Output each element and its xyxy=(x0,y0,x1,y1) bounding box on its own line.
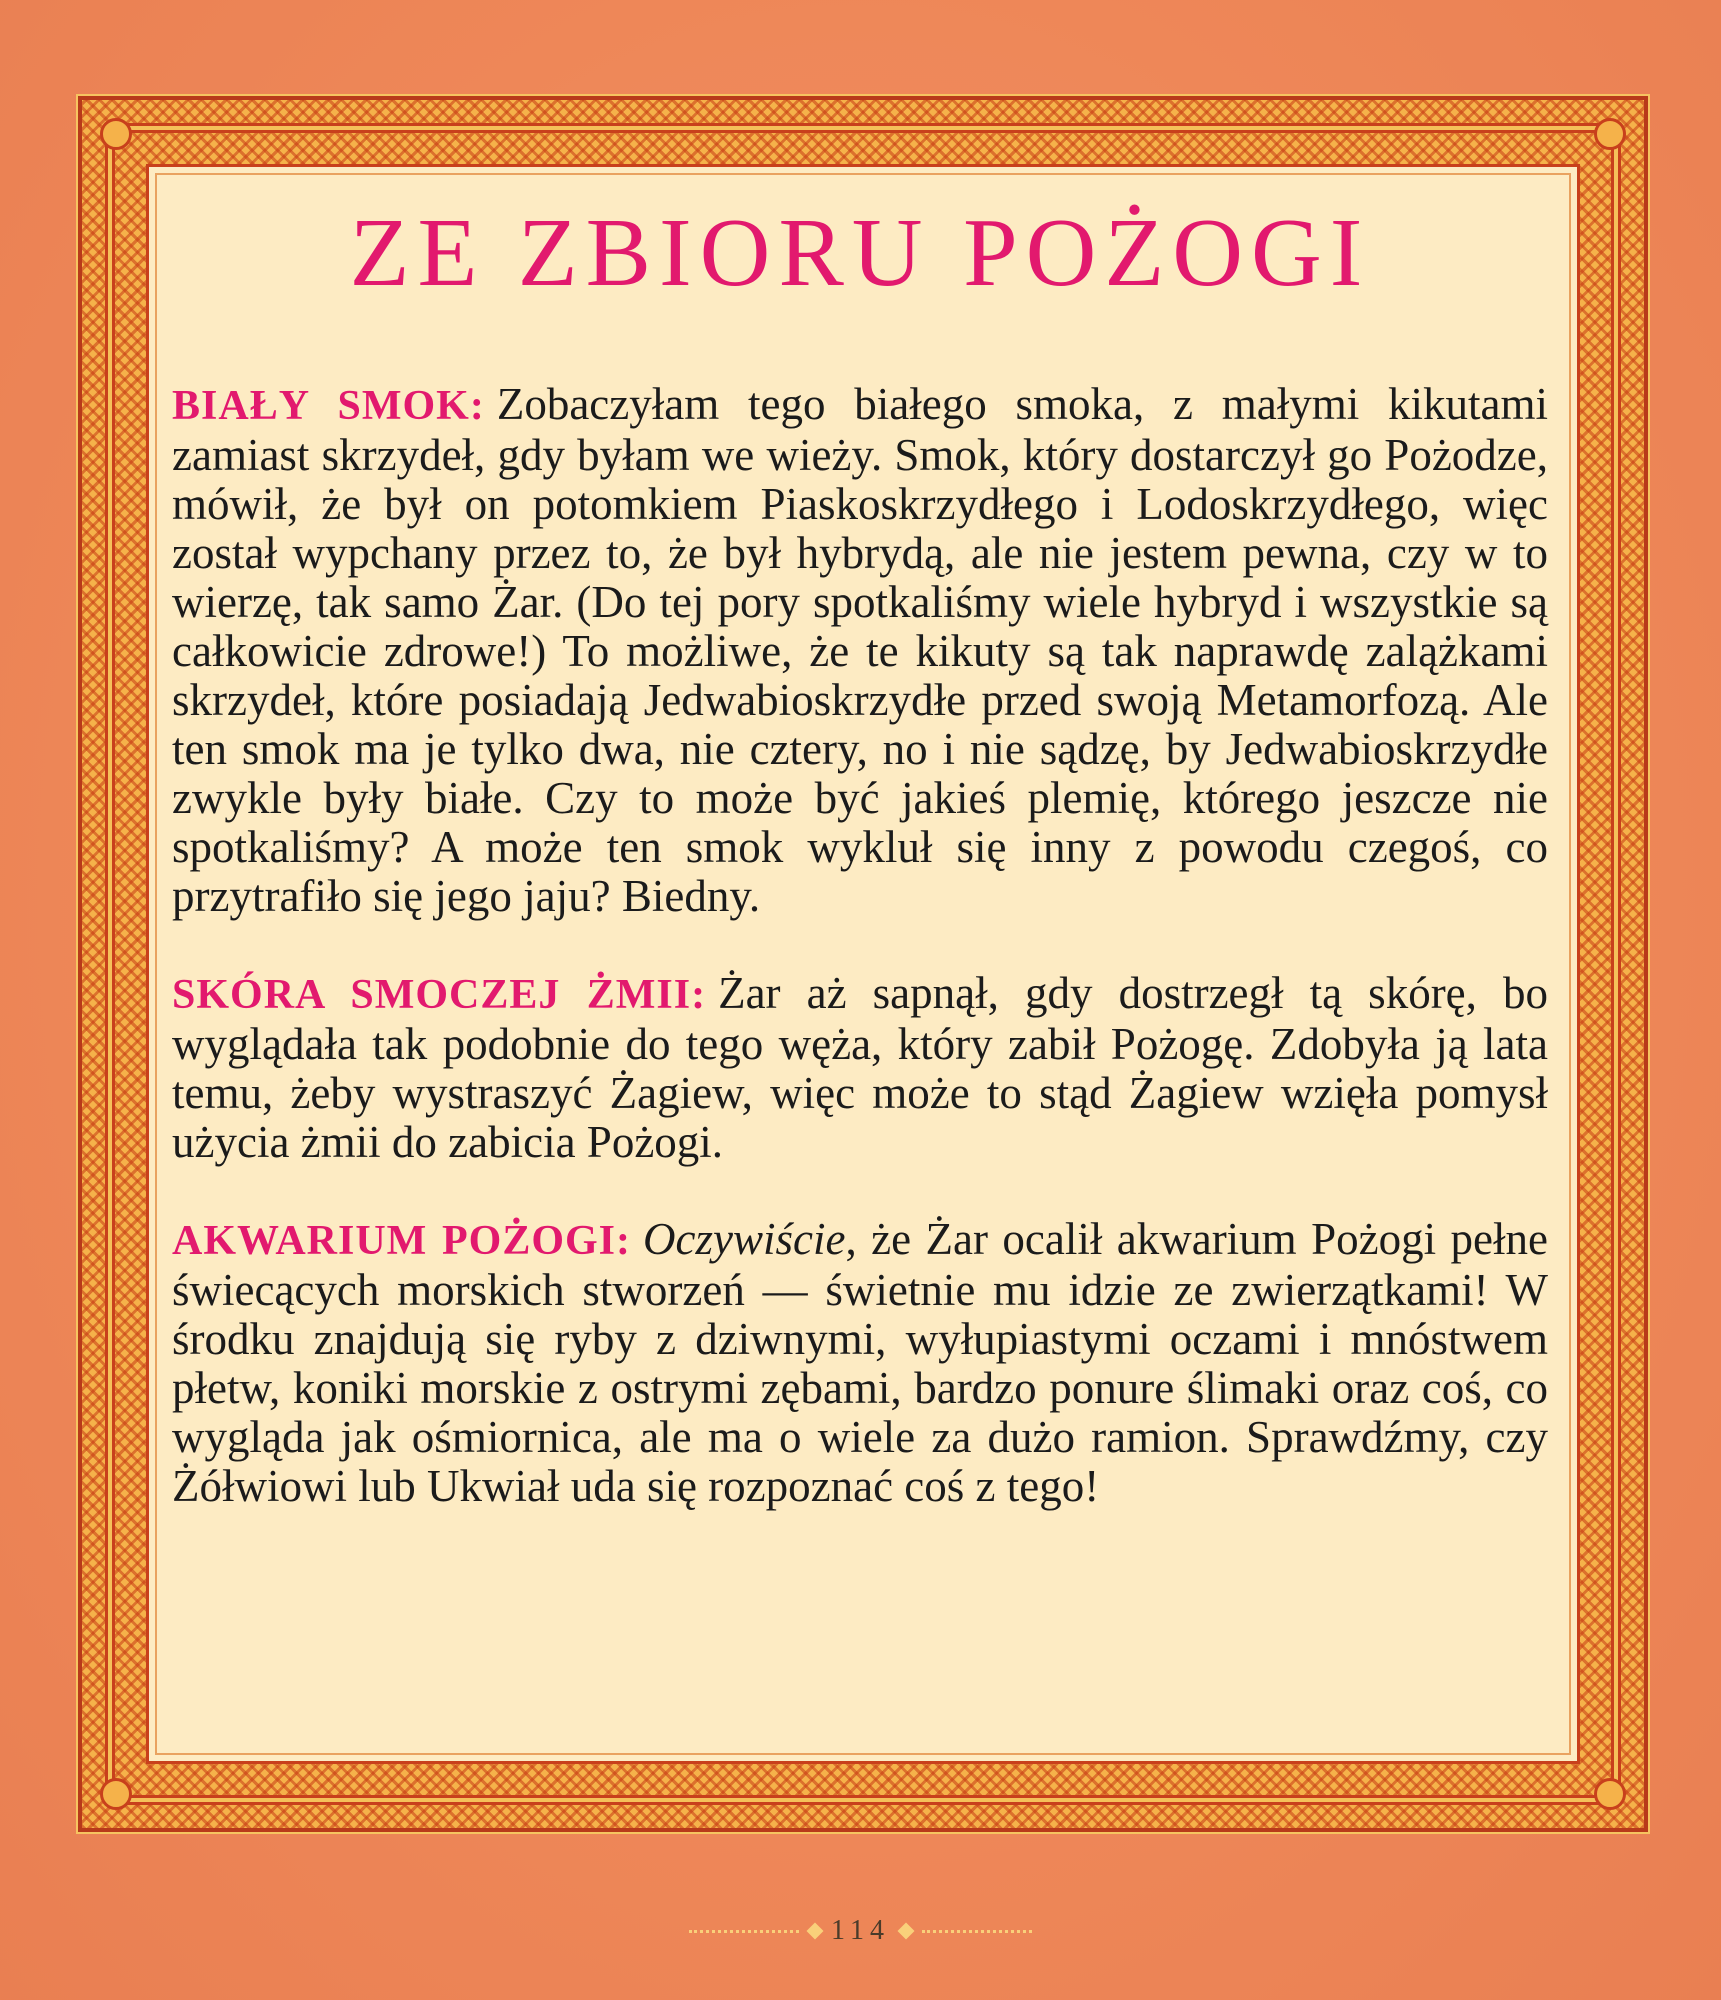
entry-aquarium xyxy=(172,1215,1548,1511)
entry-text: , że Żar ocalił akwarium Pożogi pełne świecących morskich stworzeń — świetnie mu idzie ze zwierzątkami! W środku znajdują się ryby z dziwnymi, wyłupiastymi oczami i mnóstwem płetw, koniki morskie z ostrymi zębami, bardzo ponure ślimaki oraz coś, co wygląda jak ośmiornica, ale ma o wiele za dużo ramion. Sprawdźmy, czy Żółwiowi lub Ukwiał uda się rozpoznać coś z tego! xyxy=(172,1213,1548,1511)
diamond-icon xyxy=(807,1923,824,1940)
corner-ornament xyxy=(100,118,132,150)
entry-emphasis: Oczywiście xyxy=(643,1213,846,1264)
entry-heading: SKÓRA SMOCZEJ ŻMII: xyxy=(172,971,707,1018)
entry-heading: AKWARIUM POŻOGI: xyxy=(172,1217,632,1264)
page-number: 114 xyxy=(831,1915,890,1946)
entry-text: Zobaczyłam tego białego smoka, z małymi kikutami zamiast skrzydeł, gdy byłam we wieży. Smok, który dostarczył go Pożodze, mówił, że był on potomkiem Piaskoskrzydłego i Lodoskrzydłego, więc został wypchany przez to, że był hybrydą, ale nie jestem pewna, czy w to wierzę, tak samo Żar. (Do tej pory spotkaliśmy wiele hybryd i wszystkie są całkowicie zdrowe!) To możliwe, że te kikuty są tak naprawdę zalążkami skrzydeł, które posiadają Jedwabioskrzydłe przed swoją Metamorfozą. Ale ten smok ma je tylko dwa, nie cztery, no i nie sądzę, by Jedwabioskrzydłe zwykle były białe. Czy to może być jakieś plemię, którego jeszcze nie spotkaliśmy? A może ten smok wykluł się inny z powodu czegoś, co przytrafiło się jego jaju? Biedny. xyxy=(172,378,1548,921)
diamond-icon xyxy=(897,1923,914,1940)
page-title: ZE ZBIORU POŻOGI xyxy=(349,199,1371,307)
footer-dotted-rule-right xyxy=(922,1930,1032,1933)
page-content xyxy=(172,200,1548,1559)
entry-text: Żar aż sapnął, gdy dostrzegł tą skórę, bo wyglądała tak podobnie do tego węża, który zabił Pożogę. Zdobyła ją lata temu, żeby wystraszyć Żagiew, więc może to stąd Żagiew wzięła pomysł użycia żmii do zabicia Pożogi. xyxy=(172,967,1548,1167)
corner-ornament xyxy=(1594,118,1626,150)
entry-heading: BIAŁY SMOK: xyxy=(172,382,485,429)
entry-dragonbite-viper-skin xyxy=(172,969,1548,1167)
corner-ornament xyxy=(100,1778,132,1810)
footer-dotted-rule-left xyxy=(689,1930,799,1933)
page-footer xyxy=(0,1916,1721,1946)
corner-ornament xyxy=(1594,1778,1626,1810)
entry-white-dragon xyxy=(172,380,1548,921)
